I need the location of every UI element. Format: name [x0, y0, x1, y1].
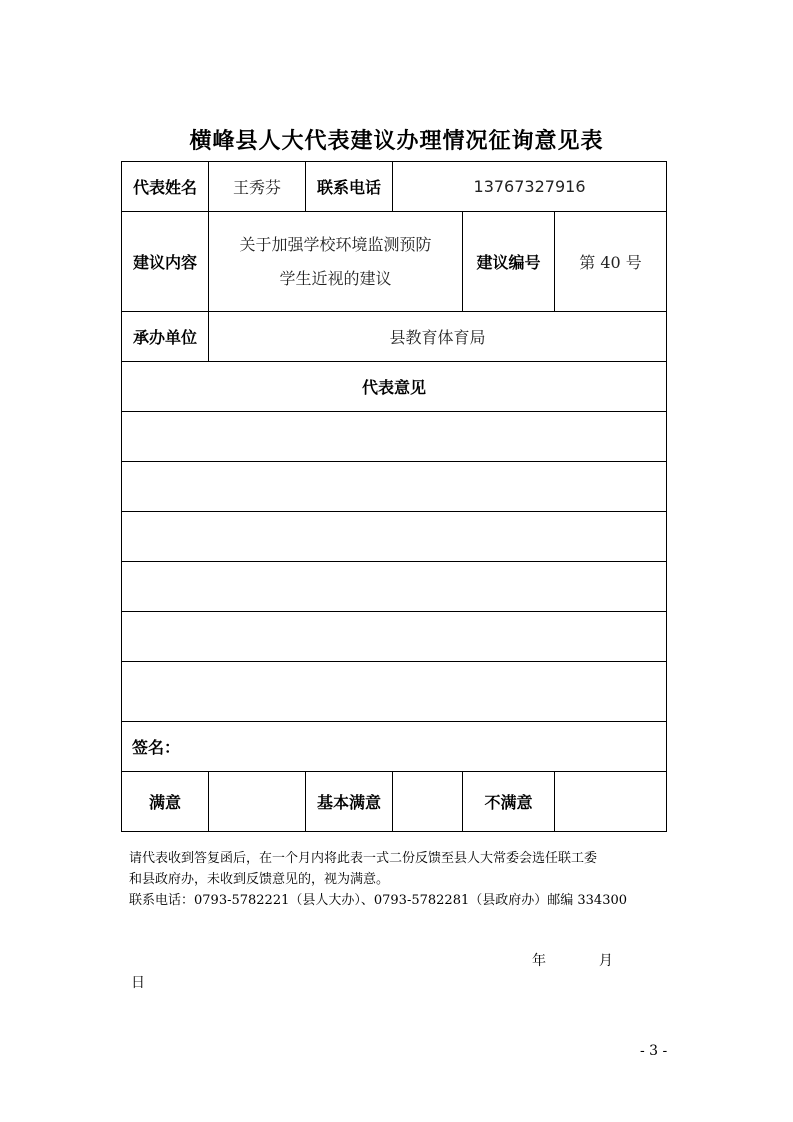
signature-field[interactable]: 签名： — [122, 722, 667, 772]
date-day: 日 — [131, 975, 145, 991]
basically-satisfied-label: 基本满意 — [306, 772, 393, 832]
handling-unit-label: 承办单位 — [122, 312, 209, 362]
note-line: 请代表收到答复函后，在一个月内将此表一式二份反馈至县人大常委会选任联工委 — [129, 851, 598, 866]
suggestion-content-line2: 学生近视的建议 — [279, 268, 392, 288]
representative-name-label: 代表姓名 — [122, 162, 209, 212]
suggestion-number-label: 建议编号 — [463, 212, 555, 312]
satisfied-checkbox-cell[interactable] — [209, 772, 306, 832]
suggestion-number-value: 第 40 号 — [555, 212, 667, 312]
document-title: 横峰县人大代表建议办理情况征询意见表 — [189, 128, 604, 154]
opinion-line[interactable] — [122, 612, 667, 662]
opinion-line[interactable] — [122, 562, 667, 612]
basically-satisfied-checkbox-cell[interactable] — [393, 772, 463, 832]
unsatisfied-label: 不满意 — [463, 772, 555, 832]
phone-value: 13767327916 — [393, 162, 667, 212]
opinion-line[interactable] — [122, 662, 667, 722]
opinion-header: 代表意见 — [122, 362, 667, 412]
opinion-line[interactable] — [122, 462, 667, 512]
page-number: - 3 - — [640, 1043, 668, 1059]
note-line: 和县政府办，未收到反馈意见的，视为满意。 — [129, 872, 390, 887]
phone-label: 联系电话 — [306, 162, 393, 212]
satisfied-label: 满意 — [122, 772, 209, 832]
date-month: 月 — [598, 953, 613, 969]
note-line: 联系电话：0793-5782221（县人大办）、0793-5782281（县政府办）邮编 334300 — [129, 893, 628, 908]
date-year: 年 — [532, 953, 546, 969]
handling-unit-value: 县教育体育局 — [209, 312, 667, 362]
opinion-line[interactable] — [122, 512, 667, 562]
opinion-form-table — [121, 161, 667, 832]
opinion-line[interactable] — [122, 412, 667, 462]
date-year-month — [532, 950, 613, 970]
instructions-note — [129, 848, 689, 911]
suggestion-content-line1: 关于加强学校环境监测预防 — [239, 234, 432, 254]
unsatisfied-checkbox-cell[interactable] — [555, 772, 667, 832]
suggestion-content-value — [209, 212, 463, 312]
suggestion-content-label: 建议内容 — [122, 212, 209, 312]
representative-name-value: 王秀芬 — [209, 162, 306, 212]
